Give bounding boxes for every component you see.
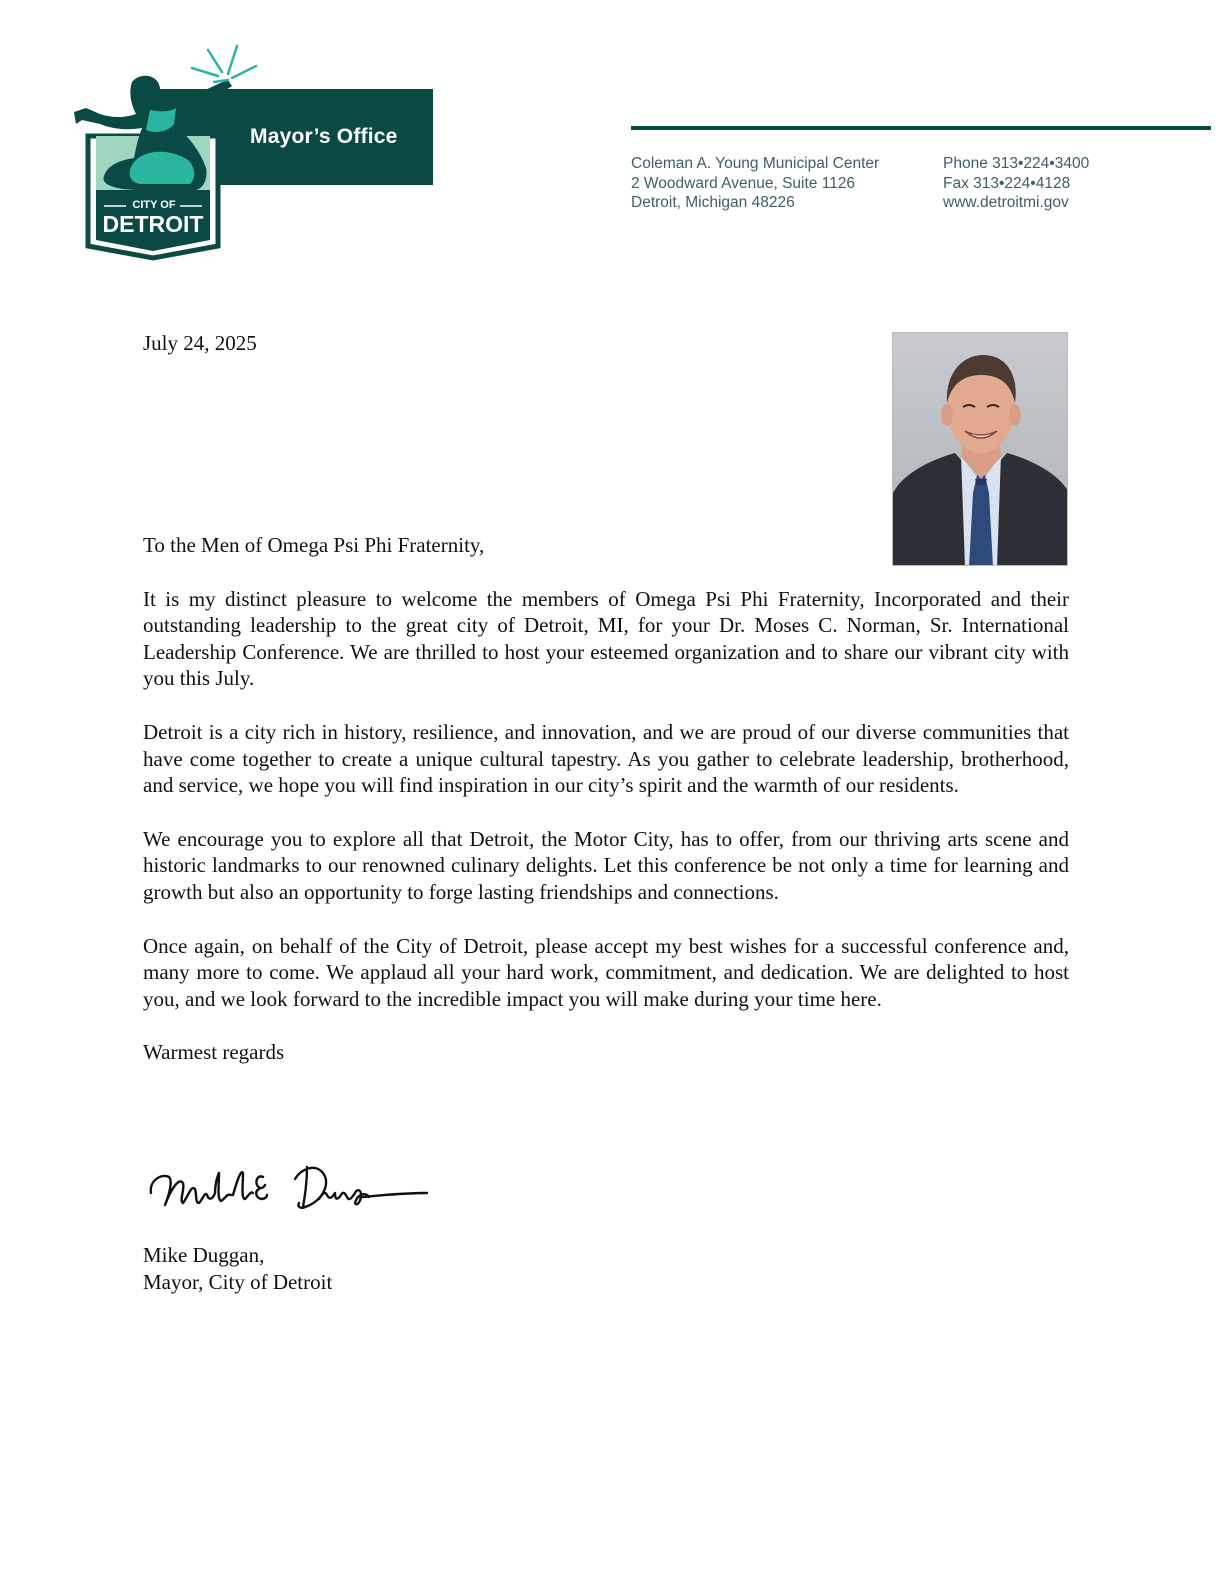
body-paragraph: Detroit is a city rich in history, resilience, and innovation, and we are proud of our diverse communities that have come together to create a unique cultural tapestry. As you gather to celebrate leadership, brotherhood, and service, we hope you will find inspiration in our city’s spirit and the warmth of our residents. [143,719,1069,798]
salutation: To the Men of Omega Psi Phi Fraternity, [143,533,485,557]
letter-body [143,532,1069,1066]
phone-line: Phone 313•224•3400 [943,155,1090,172]
signer-block [143,1242,332,1295]
mayor-portrait-photo [892,332,1068,566]
body-paragraph: We encourage you to explore all that Detroit, the Motor City, has to offer, from our thriving arts scene and historic landmarks to our renowned culinary delights. Let this conference be not only a time for learning and growth but also an opportunity to forge lasting friendships and connections. [143,826,1069,904]
address-line: 2 Woodward Avenue, Suite 1126 [631,174,856,192]
address-line: Detroit, Michigan 48226 [631,194,795,211]
logo-text-city-of: CITY OF [132,199,176,211]
handwritten-signature [143,1155,435,1221]
header-rule [631,126,1211,130]
signer-name: Mike Duggan, [143,1243,265,1267]
mayors-office-label: Mayor’s Office [250,125,398,148]
contact-block [943,154,1089,213]
website-link[interactable]: www.detroitmi.gov [943,194,1069,211]
body-paragraph: Once again, on behalf of the City of Detroit, please accept my best wishes for a successful conference and, many more to come. We applaud all your hard work, commitment, and dedication. We are delighted to host you, and we look forward to the incredible impact you will make during your time here. [143,933,1069,1011]
letter-date: July 24, 2025 [143,331,257,355]
fax-line: Fax 313•224•4128 [943,174,1071,192]
body-paragraph: It is my distinct pleasure to welcome the members of Omega Psi Phi Fraternity, Incorporated and their outstanding leadership to the great city of Detroit, MI, for your Dr. Moses C. Norman, Sr. International Leadership Conference. We are thrilled to host your esteemed organization and to share our vibrant city with you this July. [143,586,1069,691]
address-block [631,154,879,213]
signer-title: Mayor, City of Detroit [143,1269,333,1294]
address-line: Coleman A. Young Municipal Center [631,155,880,172]
closing: Warmest regards [143,1040,285,1065]
logo-text-detroit: DETROIT [102,211,204,237]
